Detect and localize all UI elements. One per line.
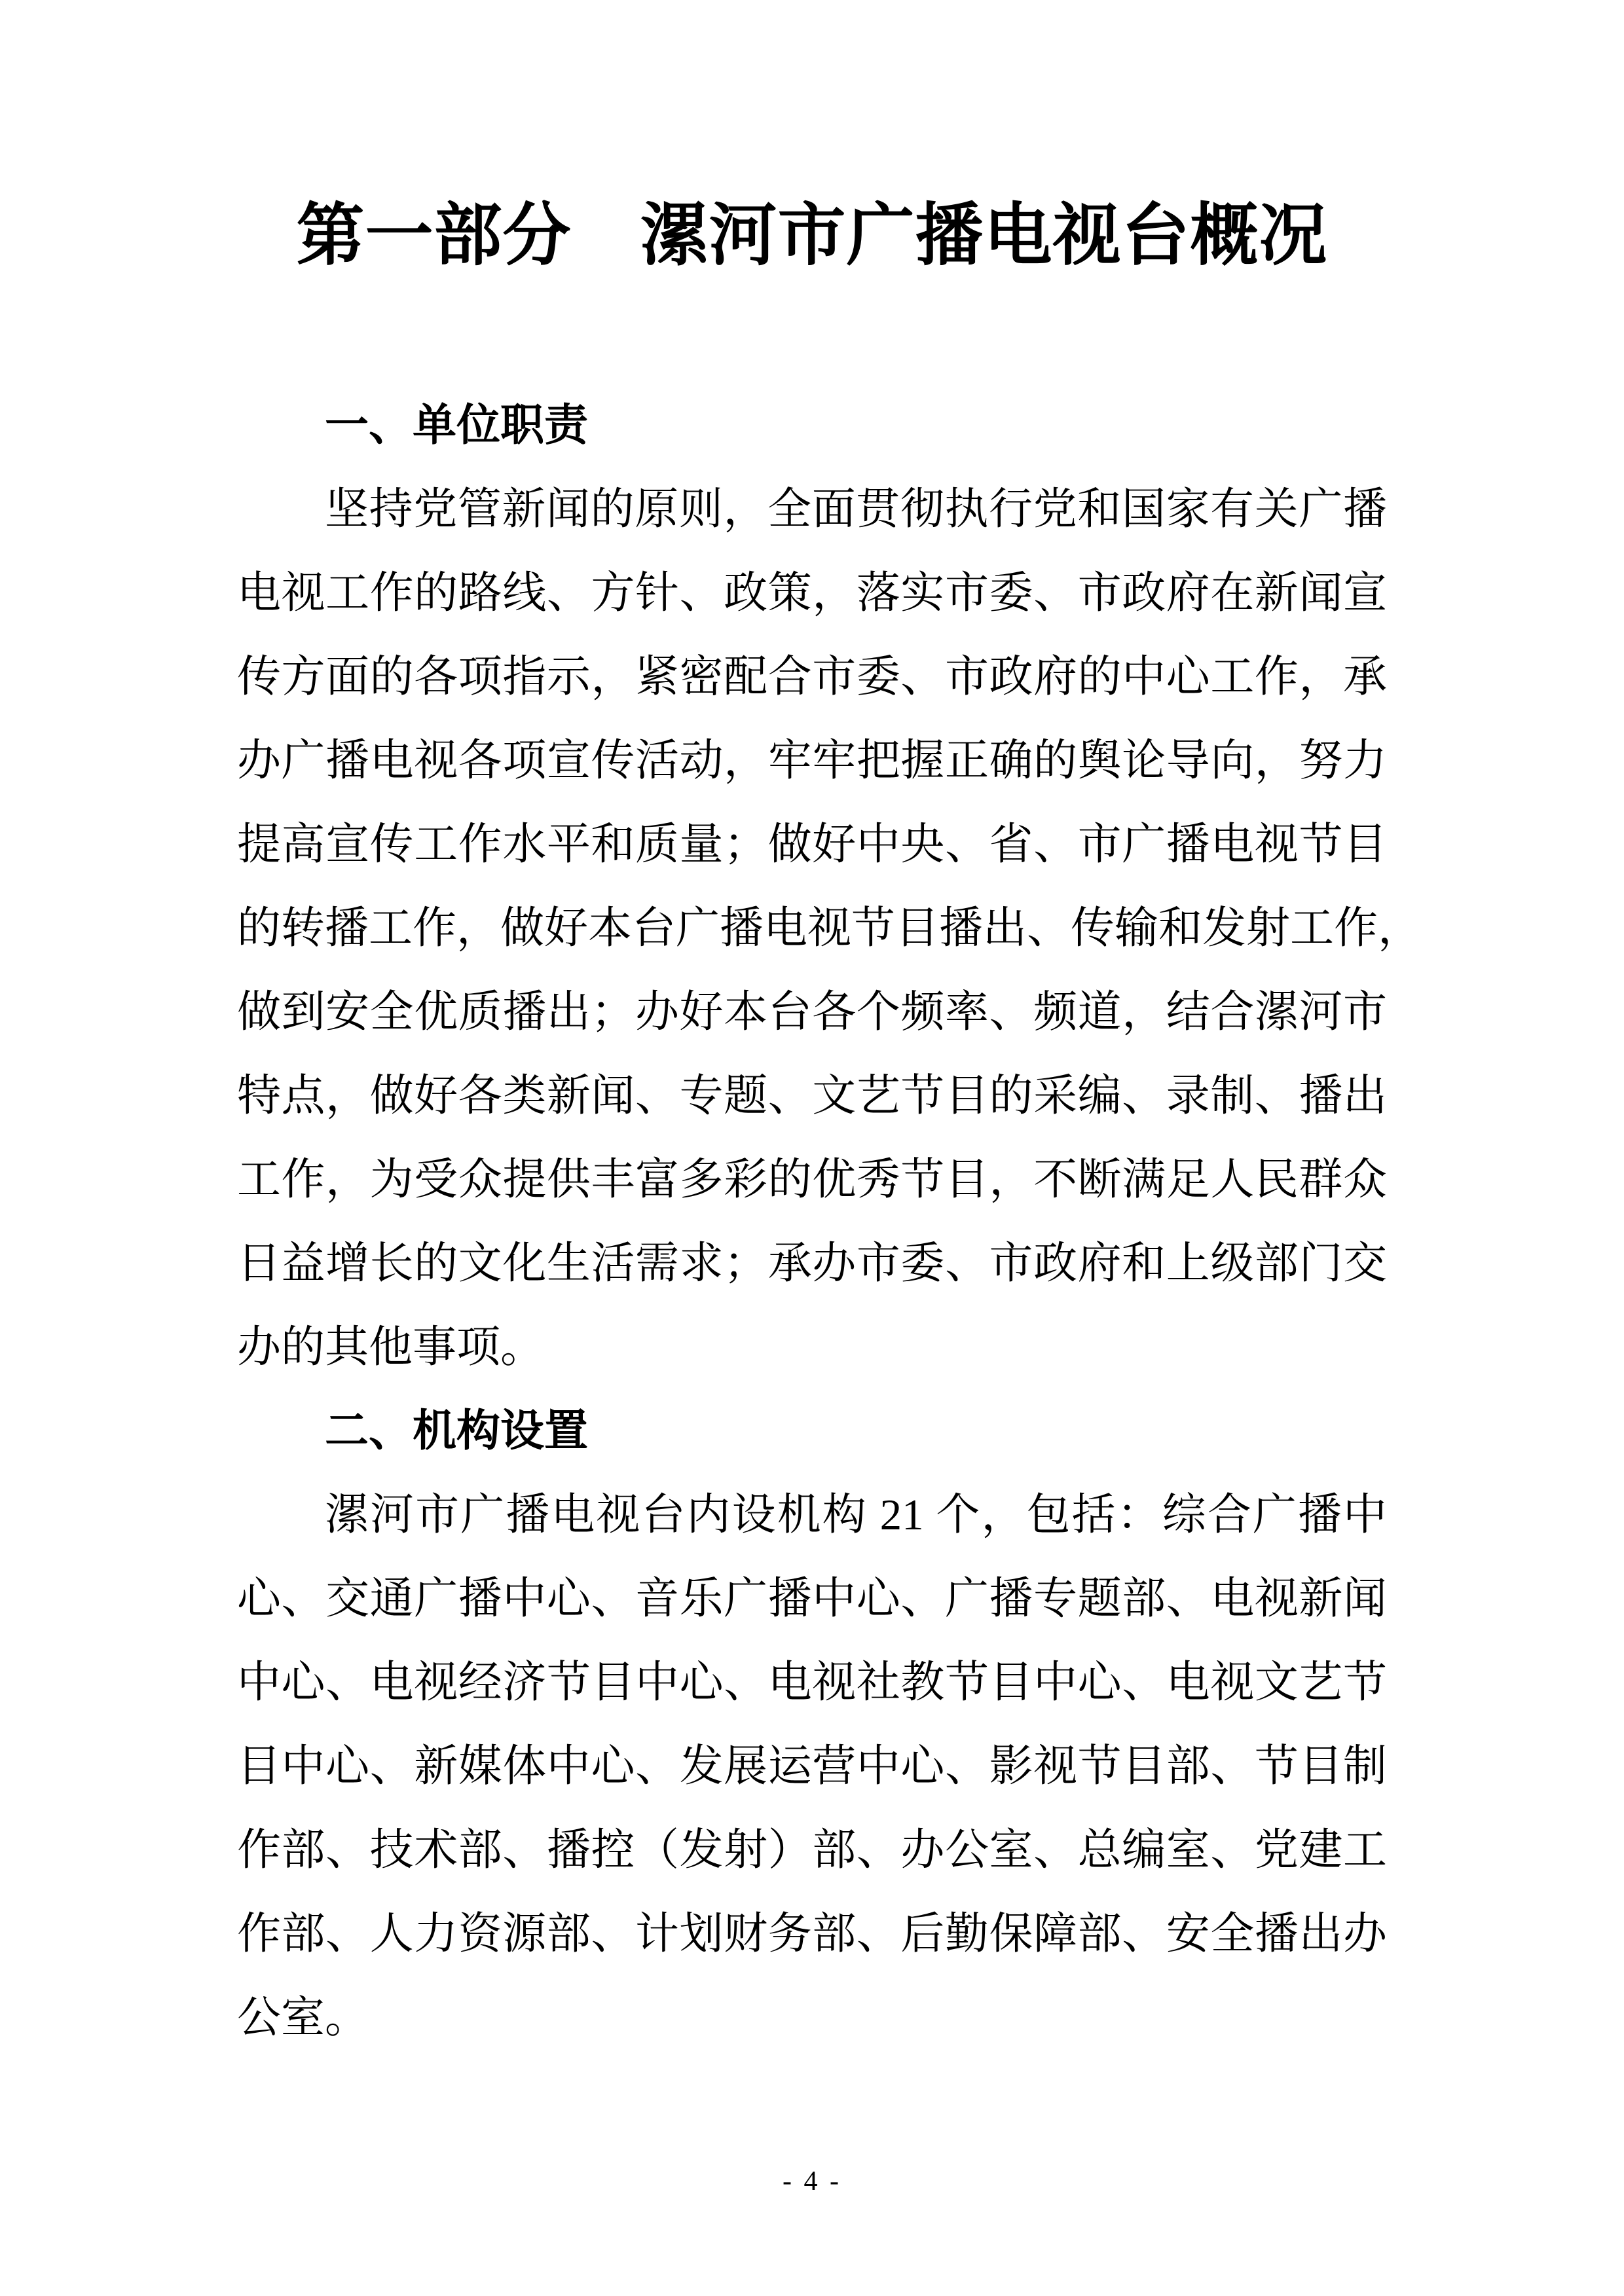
text-line: 目中心、新媒体中心、发展运营中心、影视节目部、节目制 [237, 1742, 1387, 1791]
paragraph-org-structure [237, 1473, 1387, 2060]
text-line: 电视工作的路线、方针、政策，落实市委、市政府在新闻宣 [237, 569, 1387, 617]
text-line: 做到安全优质播出；办好本台各个频率、频道，结合漯河市 [237, 988, 1387, 1036]
text-line: 漯河市广播电视台内设机构 21 个，包括：综合广播中 [325, 1491, 1387, 1539]
page-number: - 4 - [783, 2166, 841, 2196]
text-line: 中心、电视经济节目中心、电视社教节目中心、电视文艺节 [237, 1658, 1387, 1707]
text-line: 日益增长的文化生活需求；承办市委、市政府和上级部门交 [237, 1239, 1387, 1288]
text-line: 传方面的各项指示，紧密配合市委、市政府的中心工作，承 [237, 653, 1387, 701]
text-line: 特点，做好各类新闻、专题、文艺节目的采编、录制、播出 [237, 1072, 1387, 1120]
document-title: 第一部分 漯河市广播电视台概况 [296, 198, 1328, 274]
text-line: 办广播电视各项宣传活动，牢牢把握正确的舆论导向，努力 [237, 737, 1387, 785]
document-body [237, 0, 1422, 2060]
text-line: 办的其他事项。 [237, 1323, 544, 1372]
text-line: 心、交通广播中心、音乐广播中心、广播专题部、电视新闻 [237, 1575, 1387, 1623]
text-line: 的转播工作，做好本台广播电视节目播出、传输和发射工作， [237, 904, 1422, 953]
text-line: 公室。 [237, 1994, 369, 2042]
text-line: 作部、人力资源部、计划财务部、后勤保障部、安全播出办 [237, 1910, 1387, 1958]
section-heading-unit-duties: 一、单位职责 [325, 401, 588, 450]
section-org-structure [237, 1389, 1387, 2060]
text-line: 提高宣传工作水平和质量；做好中央、省、市广播电视节目 [237, 820, 1387, 869]
section-heading-org-structure: 二、机构设置 [325, 1406, 588, 1455]
text-line: 坚持党管新闻的原则，全面贯彻执行党和国家有关广播 [325, 485, 1387, 534]
section-unit-duties [237, 384, 1422, 1389]
text-line: 作部、技术部、播控（发射）部、办公室、总编室、党建工 [237, 1826, 1387, 1874]
text-line: 工作，为受众提供丰富多彩的优秀节目，不断满足人民群众 [237, 1156, 1387, 1204]
paragraph-unit-duties [237, 467, 1422, 1389]
